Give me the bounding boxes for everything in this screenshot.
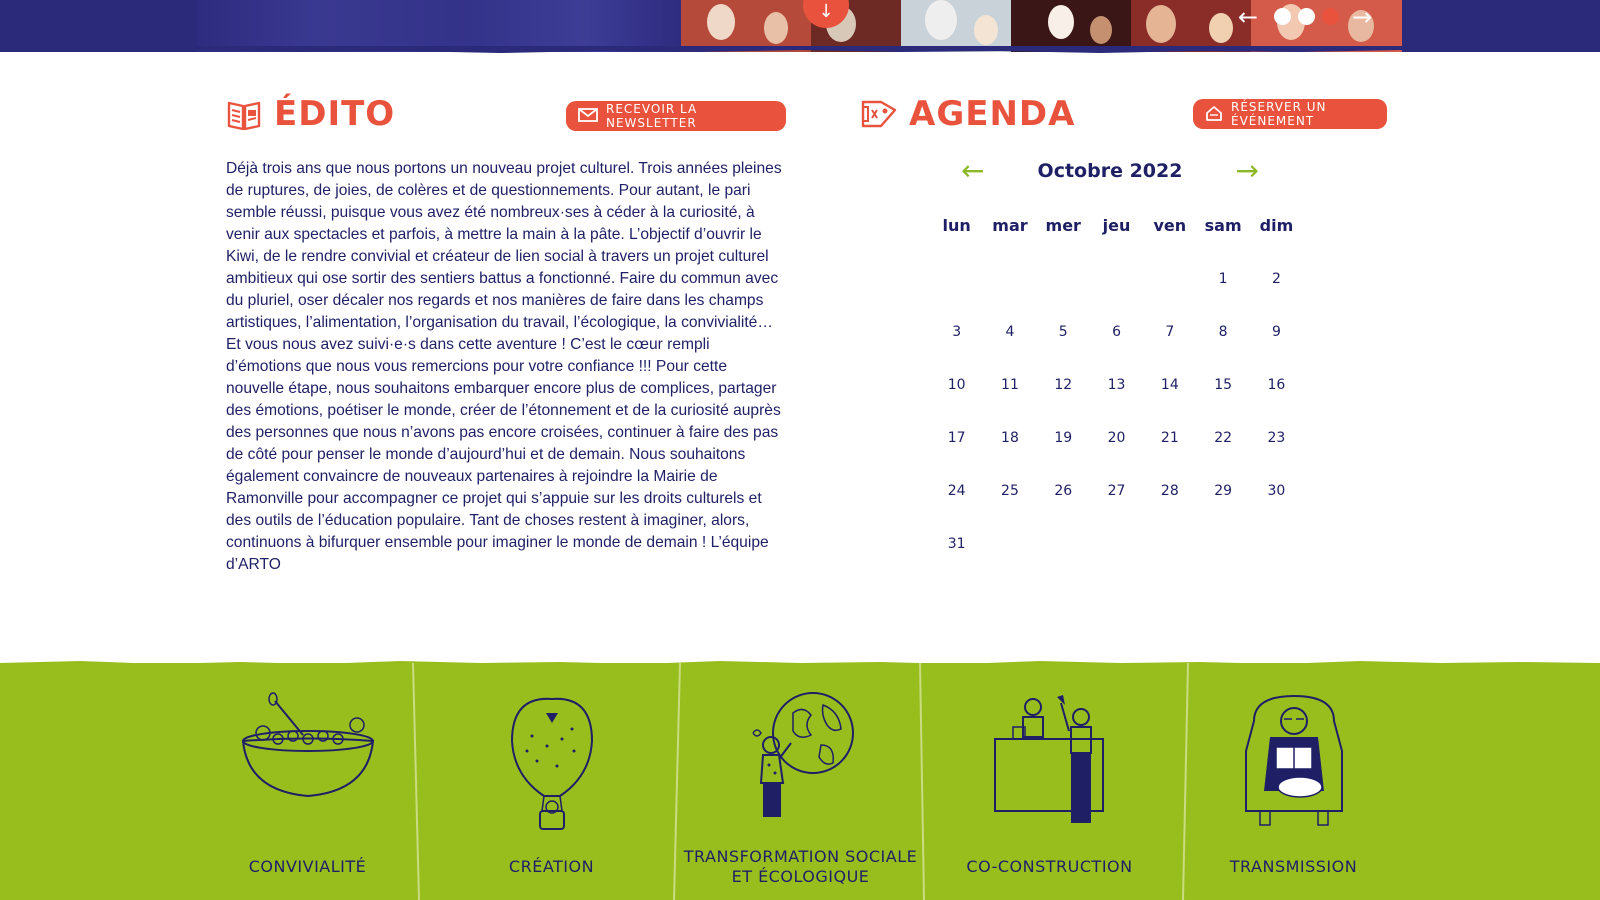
calendar-day[interactable]: 26 [1054, 482, 1073, 499]
arrow-right-icon: → [1235, 154, 1259, 187]
calendar-week [930, 517, 1304, 570]
calendar-day[interactable]: 10 [947, 376, 966, 393]
calendar-day[interactable]: 18 [1001, 429, 1019, 446]
slider-dot-2[interactable] [1298, 8, 1315, 25]
header-torn-edge [0, 46, 1600, 58]
calendar-day[interactable]: 5 [1058, 323, 1068, 340]
weekday-label: mar [992, 215, 1028, 235]
calendar-day[interactable]: 22 [1214, 429, 1233, 446]
edito-title: ÉDITO [274, 94, 396, 134]
calendar-day[interactable]: 21 [1160, 429, 1179, 446]
weekday-label: mer [1045, 215, 1081, 235]
calendar-day[interactable]: 15 [1214, 376, 1233, 393]
calendar-day[interactable]: 1 [1218, 270, 1228, 287]
agenda-heading [859, 94, 1075, 134]
calendar-day[interactable]: 4 [1005, 323, 1015, 340]
calendar-month: Octobre 2022 [1037, 160, 1183, 182]
calendar-day[interactable]: 11 [1001, 376, 1019, 393]
slider-dot-3[interactable] [1322, 8, 1339, 25]
calendar-week [930, 358, 1304, 411]
value-label: TRANSMISSION [1229, 857, 1358, 876]
calendar-grid [930, 212, 1304, 570]
calendar-day[interactable]: 2 [1271, 270, 1281, 287]
weekday-label: dim [1259, 215, 1294, 235]
calendar-header [945, 156, 1275, 190]
calendar-day[interactable]: 19 [1054, 429, 1073, 446]
calendar-day[interactable]: 14 [1160, 376, 1179, 393]
slider-next-button[interactable] [1352, 3, 1372, 31]
newsletter-button[interactable] [566, 101, 786, 131]
envelope-icon [578, 108, 598, 125]
ticket-icon [859, 96, 897, 132]
weekday-label: lun [942, 215, 971, 235]
book-event-button-label: RÉSERVER UN ÉVÉNEMENT [1231, 100, 1327, 128]
value-label-text: TRANSFORMATION SOCIALE ET ÉCOLOGIQUE [683, 847, 918, 886]
value-convivialite[interactable] [190, 663, 425, 900]
salad-bowl-icon [233, 691, 383, 805]
value-label: CONVIVIALITÉ [248, 857, 367, 876]
value-co-construction[interactable] [923, 663, 1176, 900]
value-label: CO-CONSTRUCTION [966, 857, 1133, 876]
value-transformation[interactable] [678, 663, 923, 900]
reading-armchair-icon [1234, 691, 1354, 840]
calendar-day[interactable]: 6 [1112, 323, 1121, 340]
calendar-week [930, 411, 1304, 464]
calendar-day[interactable]: 8 [1218, 323, 1228, 340]
slider-prev-button[interactable] [1238, 3, 1258, 31]
header-banner [0, 0, 1600, 52]
calendar-day[interactable]: 7 [1165, 323, 1175, 340]
header-photo-left [197, 0, 681, 52]
edito-text: Déjà trois ans que nous portons un nouveau projet culturel. Trois années pleines de ruptures, de joies, de colères et de questionnements. Pour autant, le pari semble réussi, puisque vous avez été nombreux·ses à céder à la curiosité, à venir aux spectacles et parfois, à mettre la main à la pâte. L’objectif d’ouvrir le Kiwi, de le rendre convivial et créateur de lien social à travers un projet culturel ambitieux qui ose sortir des sentiers battus a fonctionné. Faire du commun avec du pluriel, oser décaler nos regards et nos manières de faire dans les champs artistiques, l’alimentation, l’organisation du travail, l’écologique, la convivialité… Et vous nous avez suivi·e·s dans cette aventure ! C’est le cœur rempli d’émotions que nous vous remercions pour votre confiance !!! Pour cette nouvelle étape, nous souhaitons embarquer encore plus de complices, partager des émotions, poétiser le monde, créer de l’étonnement et de la curiosité auprès des personnes que nous n’avons pas encore croisées, continuer à faire des pas de côté pour penser le monde d’aujourd’hui et de demain. Nous souhaitons également convaincre de nouveaux partenaires à rejoindre la Mairie de Ramonville pour accompagner ce projet qui s’appuie sur les droits culturels et des outils de l’éducation populaire. Tant de choses restent à imaginer, alors, continuons à bifurquer ensemble pour imaginer le monde de demain ! L’équipe d’ARTO [226, 160, 782, 573]
arrow-left-icon: ← [961, 154, 985, 187]
calendar-day[interactable]: 13 [1107, 376, 1126, 393]
arrow-left-icon: ← [1238, 3, 1259, 31]
calendar-day[interactable]: 29 [1214, 482, 1233, 499]
hot-air-balloon-icon [502, 691, 602, 840]
calendar-day[interactable]: 20 [1107, 429, 1126, 446]
house-icon [1205, 105, 1223, 124]
calendar-week [930, 305, 1304, 358]
calendar-weekdays [930, 212, 1304, 238]
calendar-day[interactable]: 12 [1054, 376, 1073, 393]
calendar-day[interactable]: 31 [947, 535, 966, 552]
newspaper-icon [226, 96, 262, 132]
newsletter-button-label: RECEVOIR LA NEWSLETTER [606, 102, 698, 130]
calendar-day[interactable]: 27 [1107, 482, 1126, 499]
book-event-button[interactable] [1193, 99, 1387, 129]
value-label [678, 847, 923, 887]
calendar-day[interactable]: 24 [947, 482, 966, 499]
agenda-title: AGENDA [909, 94, 1076, 134]
calendar-next-button[interactable] [1236, 156, 1259, 186]
calendar-week [930, 252, 1304, 305]
edito-heading [226, 94, 395, 134]
globe-person-icon [741, 683, 861, 832]
people-building-icon [985, 691, 1115, 840]
arrow-right-icon: → [1352, 3, 1373, 31]
weekday-label: sam [1204, 215, 1242, 235]
calendar-day[interactable]: 28 [1160, 482, 1179, 499]
weekday-label: jeu [1102, 215, 1131, 235]
value-creation[interactable] [425, 663, 678, 900]
calendar-day[interactable]: 30 [1267, 482, 1286, 499]
calendar-day[interactable]: 25 [1001, 482, 1019, 499]
calendar-day[interactable]: 16 [1267, 376, 1286, 393]
value-transmission[interactable] [1176, 663, 1411, 900]
calendar-day[interactable]: 17 [947, 429, 966, 446]
slider-dot-1[interactable] [1274, 8, 1291, 25]
value-label: CRÉATION [508, 857, 595, 876]
calendar-day[interactable]: 23 [1267, 429, 1286, 446]
header-photo [681, 0, 1402, 52]
calendar-day[interactable]: 3 [952, 323, 962, 340]
weekday-label: ven [1153, 215, 1187, 235]
calendar-days [930, 252, 1304, 570]
calendar-week [930, 464, 1304, 517]
calendar-day[interactable]: 9 [1271, 323, 1281, 340]
arrow-down-icon: ↓ [818, 0, 834, 22]
